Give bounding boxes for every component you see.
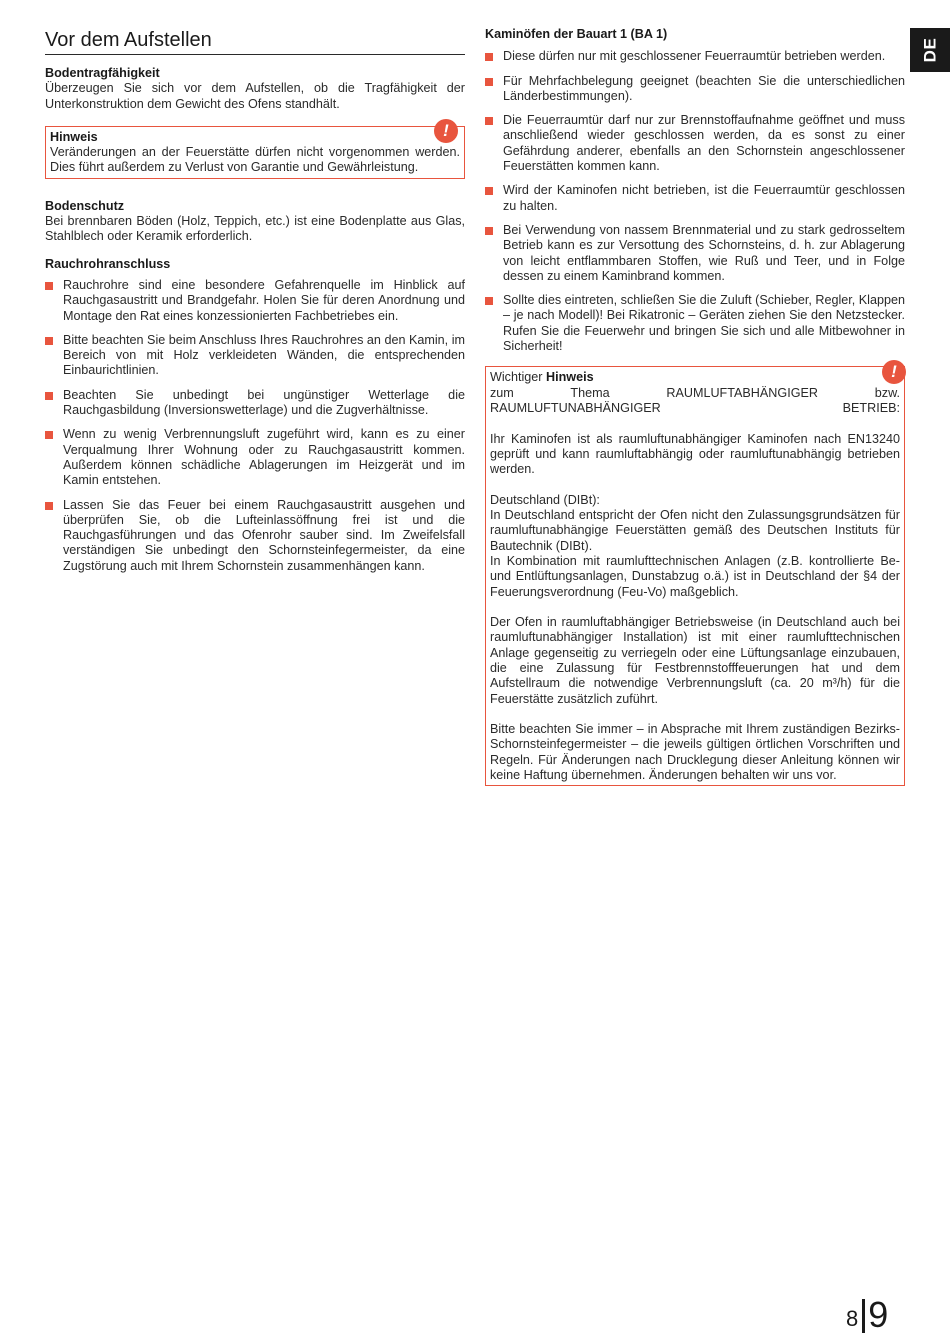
language-label: DE — [920, 37, 940, 63]
wichtiger-hinweis-title — [490, 370, 900, 385]
section-text-tragfaehigkeit: Überzeugen Sie sich vor dem Aufstellen, ob die Tragfähigkeit der Unterkonstruktion dem Gewicht des Ofens standhält. — [45, 81, 465, 111]
hinweis-box — [45, 120, 465, 179]
hinweis-p3: Der Ofen in raumluftabhängiger Betriebsweise (in Deutschland auch bei raumluftunabhängiger Installation) ist mit einer raumlufttechnischen Anlage gegenseitig zu verriegeln oder eine Lüftungsanlage einzubauen, die eine Zulassung für Festbrennstofffeuerungen hat und dem Aufstellraum die notwendige Verbrennungsluft (ca. 20 m³/h) für die Feuerstätte zusätzlich zuführt. — [490, 615, 900, 706]
hinweis-title: Hinweis — [50, 129, 98, 144]
section-title-tragfaehigkeit: Bodentragfähigkeit — [45, 66, 160, 80]
warning-icon: ! — [882, 360, 906, 384]
list-item: Die Feuerraumtür darf nur zur Brennstoffaufnahme geöffnet und muss anschließend wieder geschlossen werden, da es sonst zu einer Gefährdung anderer, ebenfalls an den Schornstein angeschlossener Feuerstätten kommen kann. — [485, 113, 905, 174]
list-item: Bitte beachten Sie beim Anschluss Ihres Rauchrohres an den Kamin, im Bereich von mit Holz verkleideten Wänden, die entsprechenden Einbaurichtlinien. — [45, 333, 465, 379]
right-column — [485, 27, 905, 786]
page-number-left: 8 — [846, 1306, 859, 1331]
left-column — [45, 28, 465, 574]
page-number-right: 9 — [868, 1294, 889, 1335]
page-separator — [862, 1299, 865, 1333]
list-item: Bei Verwendung von nassem Brennmaterial und zu stark gedrosseltem Betrieb kann es zur Versottung des Schornsteins, d. h. zur Ablagerung von leicht entflammbaren Stoffen, wie Ruß und Teer, und in Folge dessen zu einem Kaminbrand kommen. — [485, 223, 905, 284]
list-item: Diese dürfen nur mit geschlossener Feuerraumtür betrieben werden. — [485, 49, 905, 64]
list-item: Wird der Kaminofen nicht betrieben, ist die Feuerraumtür geschlossen zu halten. — [485, 183, 905, 214]
page-numbers — [846, 1294, 889, 1335]
list-item: Wenn zu wenig Verbrennungsluft zugeführt wird, kann es zu einer Verqualmung Ihrer Wohnung oder zu Rauchgasaustritt kommen. Außerdem können schädliche Ablagerungen im Heizgerät und im Kamin entstehen. — [45, 427, 465, 488]
hinweis-intro: zum Thema RAUMLUFTABHÄNGIGER bzw. RAUMLUFTUNABHÄNGIGER BETRIEB: — [490, 385, 900, 415]
title-bold: Hinweis — [545, 370, 594, 385]
language-tab — [910, 28, 950, 72]
hinweis-p2-title: Deutschland (DIBt): — [490, 492, 600, 507]
section-title-bauart: Kaminöfen der Bauart 1 (BA 1) — [485, 27, 668, 41]
hinweis-p4: Bitte beachten Sie immer – in Absprache mit Ihrem zuständigen Bezirks-Schornsteinfegermeister – die jeweils gültigen örtlichen Vorschriften und Regeln. Für Änderungen nach Drucklegung dieser Anleitung können wir keine Haftung übernehmen. Änderungen behalten wir uns vor. — [490, 722, 900, 783]
hinweis-p1: Ihr Kaminofen ist als raumluftunabhängiger Kaminofen nach EN13240 geprüft und kann raumluftabhängig oder raumluftunabhängig betrieben werden. — [490, 431, 900, 477]
section-title-bodenschutz: Bodenschutz — [45, 198, 125, 213]
page-title: Vor dem Aufstellen — [45, 28, 465, 55]
bauart-list — [485, 49, 905, 354]
list-item: Sollte dies eintreten, schließen Sie die Zuluft (Schieber, Regler, Klappen – je nach Modell)! Bei Rikatronic – Geräten ziehen Sie den Netzstecker. Rufen Sie die Feuerwehr und bringen Sie sich und alle Mitbewohner in Sicherheit! — [485, 293, 905, 354]
list-item: Beachten Sie unbedingt bei ungünstiger Wetterlage die Rauchgasbildung (Inversionswetterlage) und die Zugverhältnisse. — [45, 388, 465, 419]
list-item: Lassen Sie das Feuer bei einem Rauchgasaustritt ausgehen und überprüfen Sie, ob die Lufteinlassöffnung frei ist und die Rauchgasführungen und das Ofenrohr sauber sind. Im Zweifelsfall verständigen Sie unbedingt den Schornsteinfegermeister, da eine Zugstörung auch mit Ihrem Schornstein zusammenhängen kann. — [45, 498, 465, 574]
rauchrohr-list — [45, 278, 465, 574]
title-prefix: Wichtiger — [490, 370, 546, 385]
list-item: Für Mehrfachbelegung geeignet (beachten Sie die unterschiedlichen Länderbestimmungen). — [485, 74, 905, 105]
hinweis-text: Veränderungen an der Feuerstätte dürfen nicht vorgenommen werden. Dies führt außerdem zu Verlust von Garantie und Gewährleistung. — [50, 145, 460, 175]
hinweis-p2a: In Deutschland entspricht der Ofen nicht den Zulassungsgrundsätzen für raumluftunabhängige Feuerstätten gemäß des Deutschen Instituts für Bautechnik (DIBt). — [490, 508, 900, 553]
section-text-bodenschutz: Bei brennbaren Böden (Holz, Teppich, etc.) ist eine Bodenplatte aus Glas, Stahlblech oder Keramik erforderlich. — [45, 214, 465, 244]
list-item: Rauchrohre sind eine besondere Gefahrenquelle im Hinblick auf Rauchgasaustritt und Brandgefahr. Holen Sie für deren Anordnung und Montage den Rat eines konzessionierten Fachbetriebes ein. — [45, 278, 465, 324]
section-title-rauchrohr: Rauchrohranschluss — [45, 256, 171, 271]
hinweis-p2b: In Kombination mit raumlufttechnischen Anlagen (z.B. kontrollierte Be- und Entlüftungsanlagen, Dunstabzug o.ä.) ist in Deutschland der §4 der Feuerungsverordnung (Feu-Vo) maßgeblich. — [490, 553, 900, 599]
warning-icon: ! — [434, 119, 458, 143]
wichtiger-hinweis-box — [485, 362, 905, 786]
